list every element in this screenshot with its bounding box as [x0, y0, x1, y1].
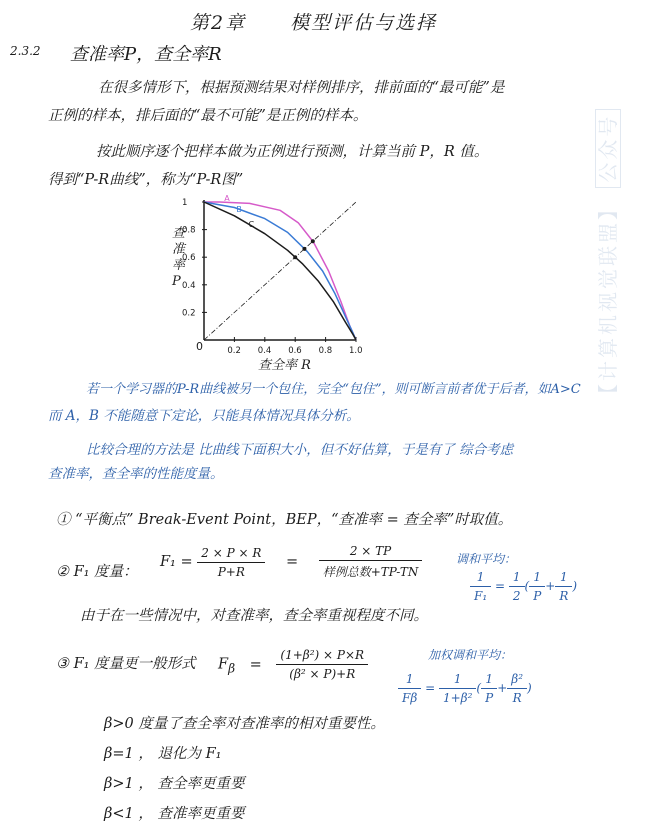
- fbeta-note-term2-den: R: [512, 691, 522, 705]
- chapter-number: 第2章: [190, 12, 247, 34]
- bep-diagonal: [204, 202, 356, 340]
- f1-eq: =: [285, 554, 299, 570]
- fbeta-frac-num: (1+β²) × P×R: [276, 648, 368, 665]
- f1-note-term1-den: P: [533, 589, 542, 603]
- watermark-text: 计算机视觉联盟: [596, 220, 620, 381]
- f1-note-lhs: [470, 570, 491, 603]
- fbeta-note-lhs-den: Fβ: [402, 691, 418, 705]
- fbeta-note-coef: [439, 672, 476, 705]
- fbeta-note-term1-num: 1: [481, 672, 497, 689]
- item-f1-marker: ②: [56, 564, 69, 580]
- beta-lt1: β<1 ， 查准率更重要: [104, 806, 245, 822]
- fbeta-note-coef-den: 1+β²: [442, 691, 473, 705]
- x-tick-label: 0.6: [288, 346, 302, 356]
- x-tick-label: 0.8: [318, 346, 333, 356]
- y-tick-label: 0.4: [182, 280, 196, 291]
- item-bep-text: “平衡点” Break-Event Point，BEP，“查准率 = 查全率”时取值。: [75, 512, 513, 528]
- y-tick-label: 0.8: [182, 225, 196, 236]
- section-title: 查准率P，查全率R: [70, 44, 222, 65]
- f1-frac2: [319, 544, 423, 580]
- series-b-label: B: [236, 205, 242, 215]
- series-c-label: C: [248, 220, 255, 230]
- fbeta-note-eq: =: [425, 681, 436, 695]
- para2-line1: 按此顺序逐个把样本做为正例进行预测，计算当前 P，R 值。: [96, 144, 489, 160]
- fbeta-note-paren-open: (: [476, 681, 482, 695]
- fbeta-formula: [218, 648, 368, 681]
- fbeta-eq: =: [249, 656, 262, 673]
- chart-series-labels: [224, 194, 254, 229]
- fbeta-note-plus: +: [497, 681, 508, 695]
- x-tick-label: 1.0: [349, 346, 363, 356]
- f1-note-lhs-num: 1: [470, 570, 491, 587]
- fbeta-note-coef-num: 1: [439, 672, 476, 689]
- f1-frac2-num: 2 × TP: [319, 544, 423, 561]
- watermark-bracket-right: 】: [596, 197, 620, 220]
- item-fbeta-label: F₁ 度量更一般形式: [73, 656, 196, 672]
- origin-label: 0: [196, 340, 203, 353]
- chapter-title: 模型评估与选择: [290, 12, 438, 34]
- f1-note-term2-den: R: [559, 589, 569, 603]
- fbeta-note-term1-den: P: [485, 691, 494, 705]
- f1-note-eq: =: [494, 579, 506, 593]
- y-tick-label: 0.6: [182, 253, 196, 264]
- note-blue-line4: 查准率，查全率的性能度量。: [48, 466, 224, 482]
- item-fbeta: [56, 652, 196, 673]
- fbeta-note-paren-close: ): [527, 681, 532, 695]
- f1-note-term2-num: 1: [555, 570, 572, 587]
- fbeta-note-title: 加权调和平均：: [428, 648, 513, 662]
- chapter-header: [190, 8, 473, 35]
- f1-note-term2: [555, 570, 572, 603]
- f1-note-title: 调和平均：: [456, 552, 517, 566]
- watermark-bracket-left: 【: [596, 381, 620, 404]
- x-tick-label: 0.2: [227, 346, 241, 356]
- note-blue-line1: 若一个学习器的P-R曲线被另一个包住，完全“包住”，则可断言前者优于后者，如A>C: [86, 382, 581, 397]
- bep-point-c: [293, 255, 297, 259]
- f1-note-plus: +: [545, 579, 556, 593]
- f1-note-term1-num: 1: [529, 570, 545, 587]
- f1-note-formula: [470, 570, 577, 603]
- item-bep: [56, 508, 512, 529]
- watermark-suffix: 公众号: [595, 109, 621, 188]
- fbeta-note-term2-num: β²: [507, 672, 527, 689]
- fbeta-note-lhs-num: 1: [398, 672, 421, 689]
- section-number: 2.3.2: [10, 44, 41, 58]
- fbeta-note-term1: [481, 672, 497, 705]
- f1-frac2-den: 样例总数+TP-TN: [322, 565, 419, 579]
- f1-frac1-den: P+R: [217, 564, 245, 579]
- para2-line2: 得到“P-R曲线”，称为“P-R图”: [48, 172, 244, 188]
- pr-chart: [160, 190, 380, 370]
- f1-note-paren-close: ): [572, 579, 578, 593]
- item-f1: [56, 560, 138, 581]
- f1-note-paren-open: (: [524, 579, 530, 593]
- f1-note-term1: [529, 570, 545, 603]
- fbeta-lhs: F: [218, 656, 229, 673]
- bep-point-b: [302, 247, 306, 251]
- f1-note-half-num: 1: [509, 570, 525, 587]
- f1-frac1: [197, 546, 265, 579]
- note-blue-line2: 而 A，B 不能随意下定论，只能具体情况具体分析。: [48, 408, 360, 424]
- x-axis-label: 查全率 R: [258, 358, 311, 373]
- chart-ticks: [182, 198, 363, 356]
- y-axis-label: 查准率 P: [172, 226, 186, 289]
- fbeta-frac: [276, 648, 368, 681]
- fbeta-note-term2: [507, 672, 527, 705]
- f1-note-half-den: 2: [512, 589, 521, 603]
- fbeta-frac-den: (β² × P)+R: [289, 667, 356, 681]
- beta-gt1: β>1 ， 查全率更重要: [104, 776, 245, 792]
- y-tick-label: 0.2: [182, 308, 196, 319]
- beta-gt0: β>0 度量了查全率对查准率的相对重要性。: [104, 716, 385, 732]
- series-a-label: A: [224, 194, 230, 203]
- watermark: [592, 109, 621, 404]
- item-bep-marker: ①: [56, 512, 71, 528]
- item-f1-label: F₁ 度量：: [73, 564, 138, 580]
- f1-frac1-num: 2 × P × R: [197, 546, 265, 563]
- fbeta-note-formula: [398, 672, 532, 705]
- bep-line: [204, 202, 356, 340]
- para1-line1: 在很多情形下，根据预测结果对样例排序，排前面的“最可能”是: [98, 80, 505, 96]
- note-blue-line3: 比较合理的方法是 比曲线下面积大小，但不好估算，于是有了 综合考虑: [86, 442, 514, 458]
- x-tick-label: 0.4: [257, 346, 272, 356]
- f1-note-half: [509, 570, 525, 603]
- y-tick-label: 1: [182, 198, 188, 208]
- item-fbeta-marker: ③: [56, 656, 69, 672]
- bep-point-a: [311, 239, 315, 243]
- fbeta-note-lhs: [398, 672, 421, 705]
- fbeta-lhs-sub: β: [228, 661, 236, 676]
- f1-lhs: F₁ =: [160, 554, 193, 570]
- f1-note-lhs-den: F₁: [474, 589, 488, 603]
- para1-line2: 正例的样本，排后面的“最不可能”是正例的样本。: [48, 108, 368, 124]
- beta-eq1: β=1 ， 退化为 F₁: [104, 746, 222, 762]
- f1-comment: 由于在一些情况中，对查准率，查全率重视程度不同。: [80, 608, 428, 624]
- f1-formula: [160, 544, 422, 580]
